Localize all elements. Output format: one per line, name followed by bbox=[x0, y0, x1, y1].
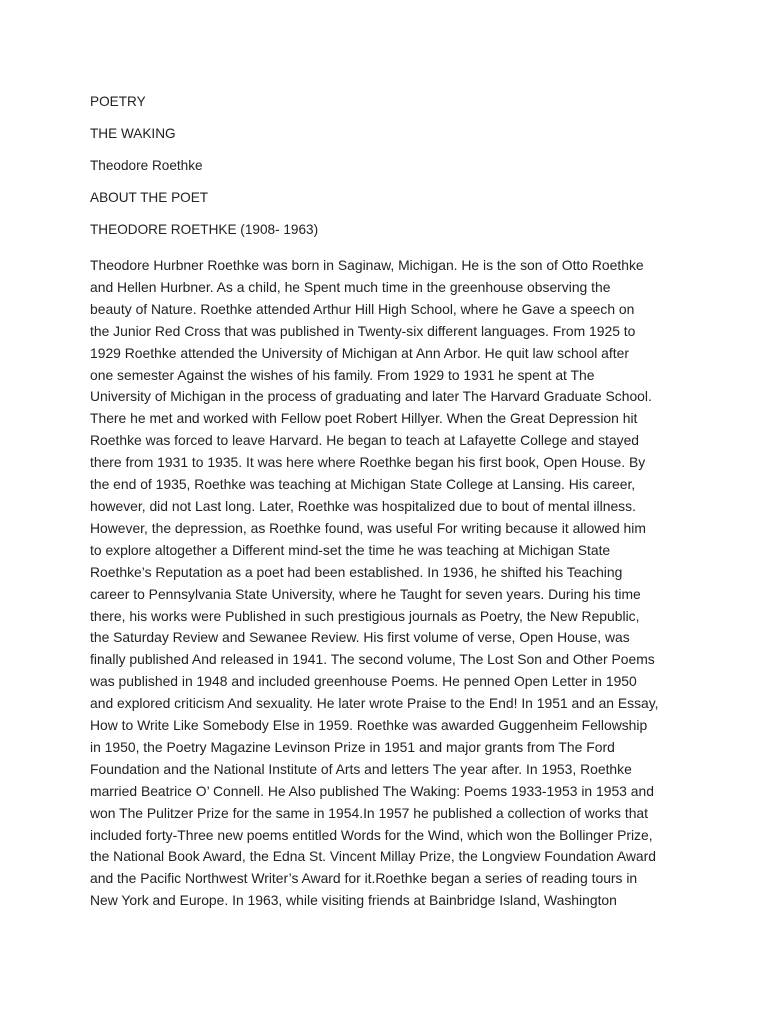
biography-line: the Junior Red Cross that was published in Twenty-six different languages. From 1925 to bbox=[90, 322, 636, 339]
biography-line: Roethke’s Reputation as a poet had been established. In 1936, he shifted his Teaching bbox=[90, 563, 623, 580]
biography-line: University of Michigan in the process of graduating and later The Harvard Graduate School. bbox=[90, 388, 652, 405]
biography-line: beauty of Nature. Roethke attended Arthur Hill High School, where he Gave a speech on bbox=[90, 300, 635, 317]
biography-line: however, did not Last long. Later, Roethke was hospitalized due to bout of mental illness. bbox=[90, 497, 636, 514]
biography-line: the National Book Award, the Edna St. Vincent Millay Prize, the Longview Foundation Award bbox=[90, 848, 657, 865]
poem-title: THE WAKING bbox=[90, 126, 176, 141]
biography-line: and the Pacific Northwest Writer’s Award for it.Roethke began a series of reading tours in bbox=[90, 870, 638, 887]
biography-line: there, his works were Published in such prestigious journals as Poetry, the New Republic, bbox=[90, 607, 640, 624]
genre-heading: POETRY bbox=[90, 94, 146, 109]
poet-name-dates: THEODORE ROETHKE (1908- 1963) bbox=[90, 222, 319, 237]
biography-line: there from 1931 to 1935. It was here where Roethke began his first book, Open House. By bbox=[90, 454, 646, 471]
section-heading: ABOUT THE POET bbox=[90, 190, 209, 205]
biography-line: 1929 Roethke attended the University of Michigan at Ann Arbor. He quit law school after bbox=[90, 344, 629, 361]
biography-line: one semester Against the wishes of his family. From 1929 to 1931 he spent at The bbox=[90, 366, 595, 383]
biography-line: New York and Europe. In 1963, while visiting friends at Bainbridge Island, Washington bbox=[90, 892, 617, 909]
biography-line: Roethke was forced to leave Harvard. He began to teach at Lafayette College and stayed bbox=[90, 432, 640, 449]
biography-line: and explored criticism And sexuality. He later wrote Praise to the End! In 1951 and an Essay, bbox=[90, 695, 659, 712]
biography-line: and Hellen Hurbner. As a child, he Spent much time in the greenhouse observing the bbox=[90, 278, 611, 295]
biography-line: in 1950, the Poetry Magazine Levinson Prize in 1951 and major grants from The Ford bbox=[90, 738, 615, 755]
biography-line: included forty-Three new poems entitled Words for the Wind, which won the Bollinger Prize, bbox=[90, 826, 653, 843]
biography-line: finally published And released in 1941. The second volume, The Lost Son and Other Poems bbox=[90, 651, 655, 668]
biography-line: was published in 1948 and included greenhouse Poems. He penned Open Letter in 1950 bbox=[90, 673, 637, 690]
biography-line: How to Write Like Somebody Else in 1959. Roethke was awarded Guggenheim Fellowship bbox=[90, 717, 648, 734]
biography-line: However, the depression, as Roethke found, was useful For writing because it allowed him bbox=[90, 519, 646, 536]
biography-line: the end of 1935, Roethke was teaching at Michigan State College at Lansing. His career, bbox=[90, 476, 636, 493]
biography-line: There he met and worked with Fellow poet Robert Hillyer. When the Great Depression hit bbox=[90, 410, 638, 427]
biography-line: Foundation and the National Institute of Arts and letters The year after. In 1953, Roethke bbox=[90, 760, 632, 777]
biography-line: career to Pennsylvania State University, where he Taught for seven years. During his time bbox=[90, 585, 641, 602]
poem-author: Theodore Roethke bbox=[90, 158, 203, 173]
biography-line: to explore altogether a Different mind-set the time he was teaching at Michigan State bbox=[90, 541, 611, 558]
biography-line: married Beatrice O’ Connell. He Also published The Waking: Poems 1933-1953 in 1953 and bbox=[90, 782, 654, 799]
biography-line: Theodore Hurbner Roethke was born in Saginaw, Michigan. He is the son of Otto Roethke bbox=[90, 257, 644, 273]
biography-paragraph bbox=[90, 255, 682, 912]
document-page bbox=[90, 93, 682, 912]
biography-line: the Saturday Review and Sewanee Review. His first volume of verse, Open House, was bbox=[90, 629, 630, 646]
biography-line: won The Pulitzer Prize for the same in 1954.In 1957 he published a collection of works that bbox=[90, 804, 649, 821]
